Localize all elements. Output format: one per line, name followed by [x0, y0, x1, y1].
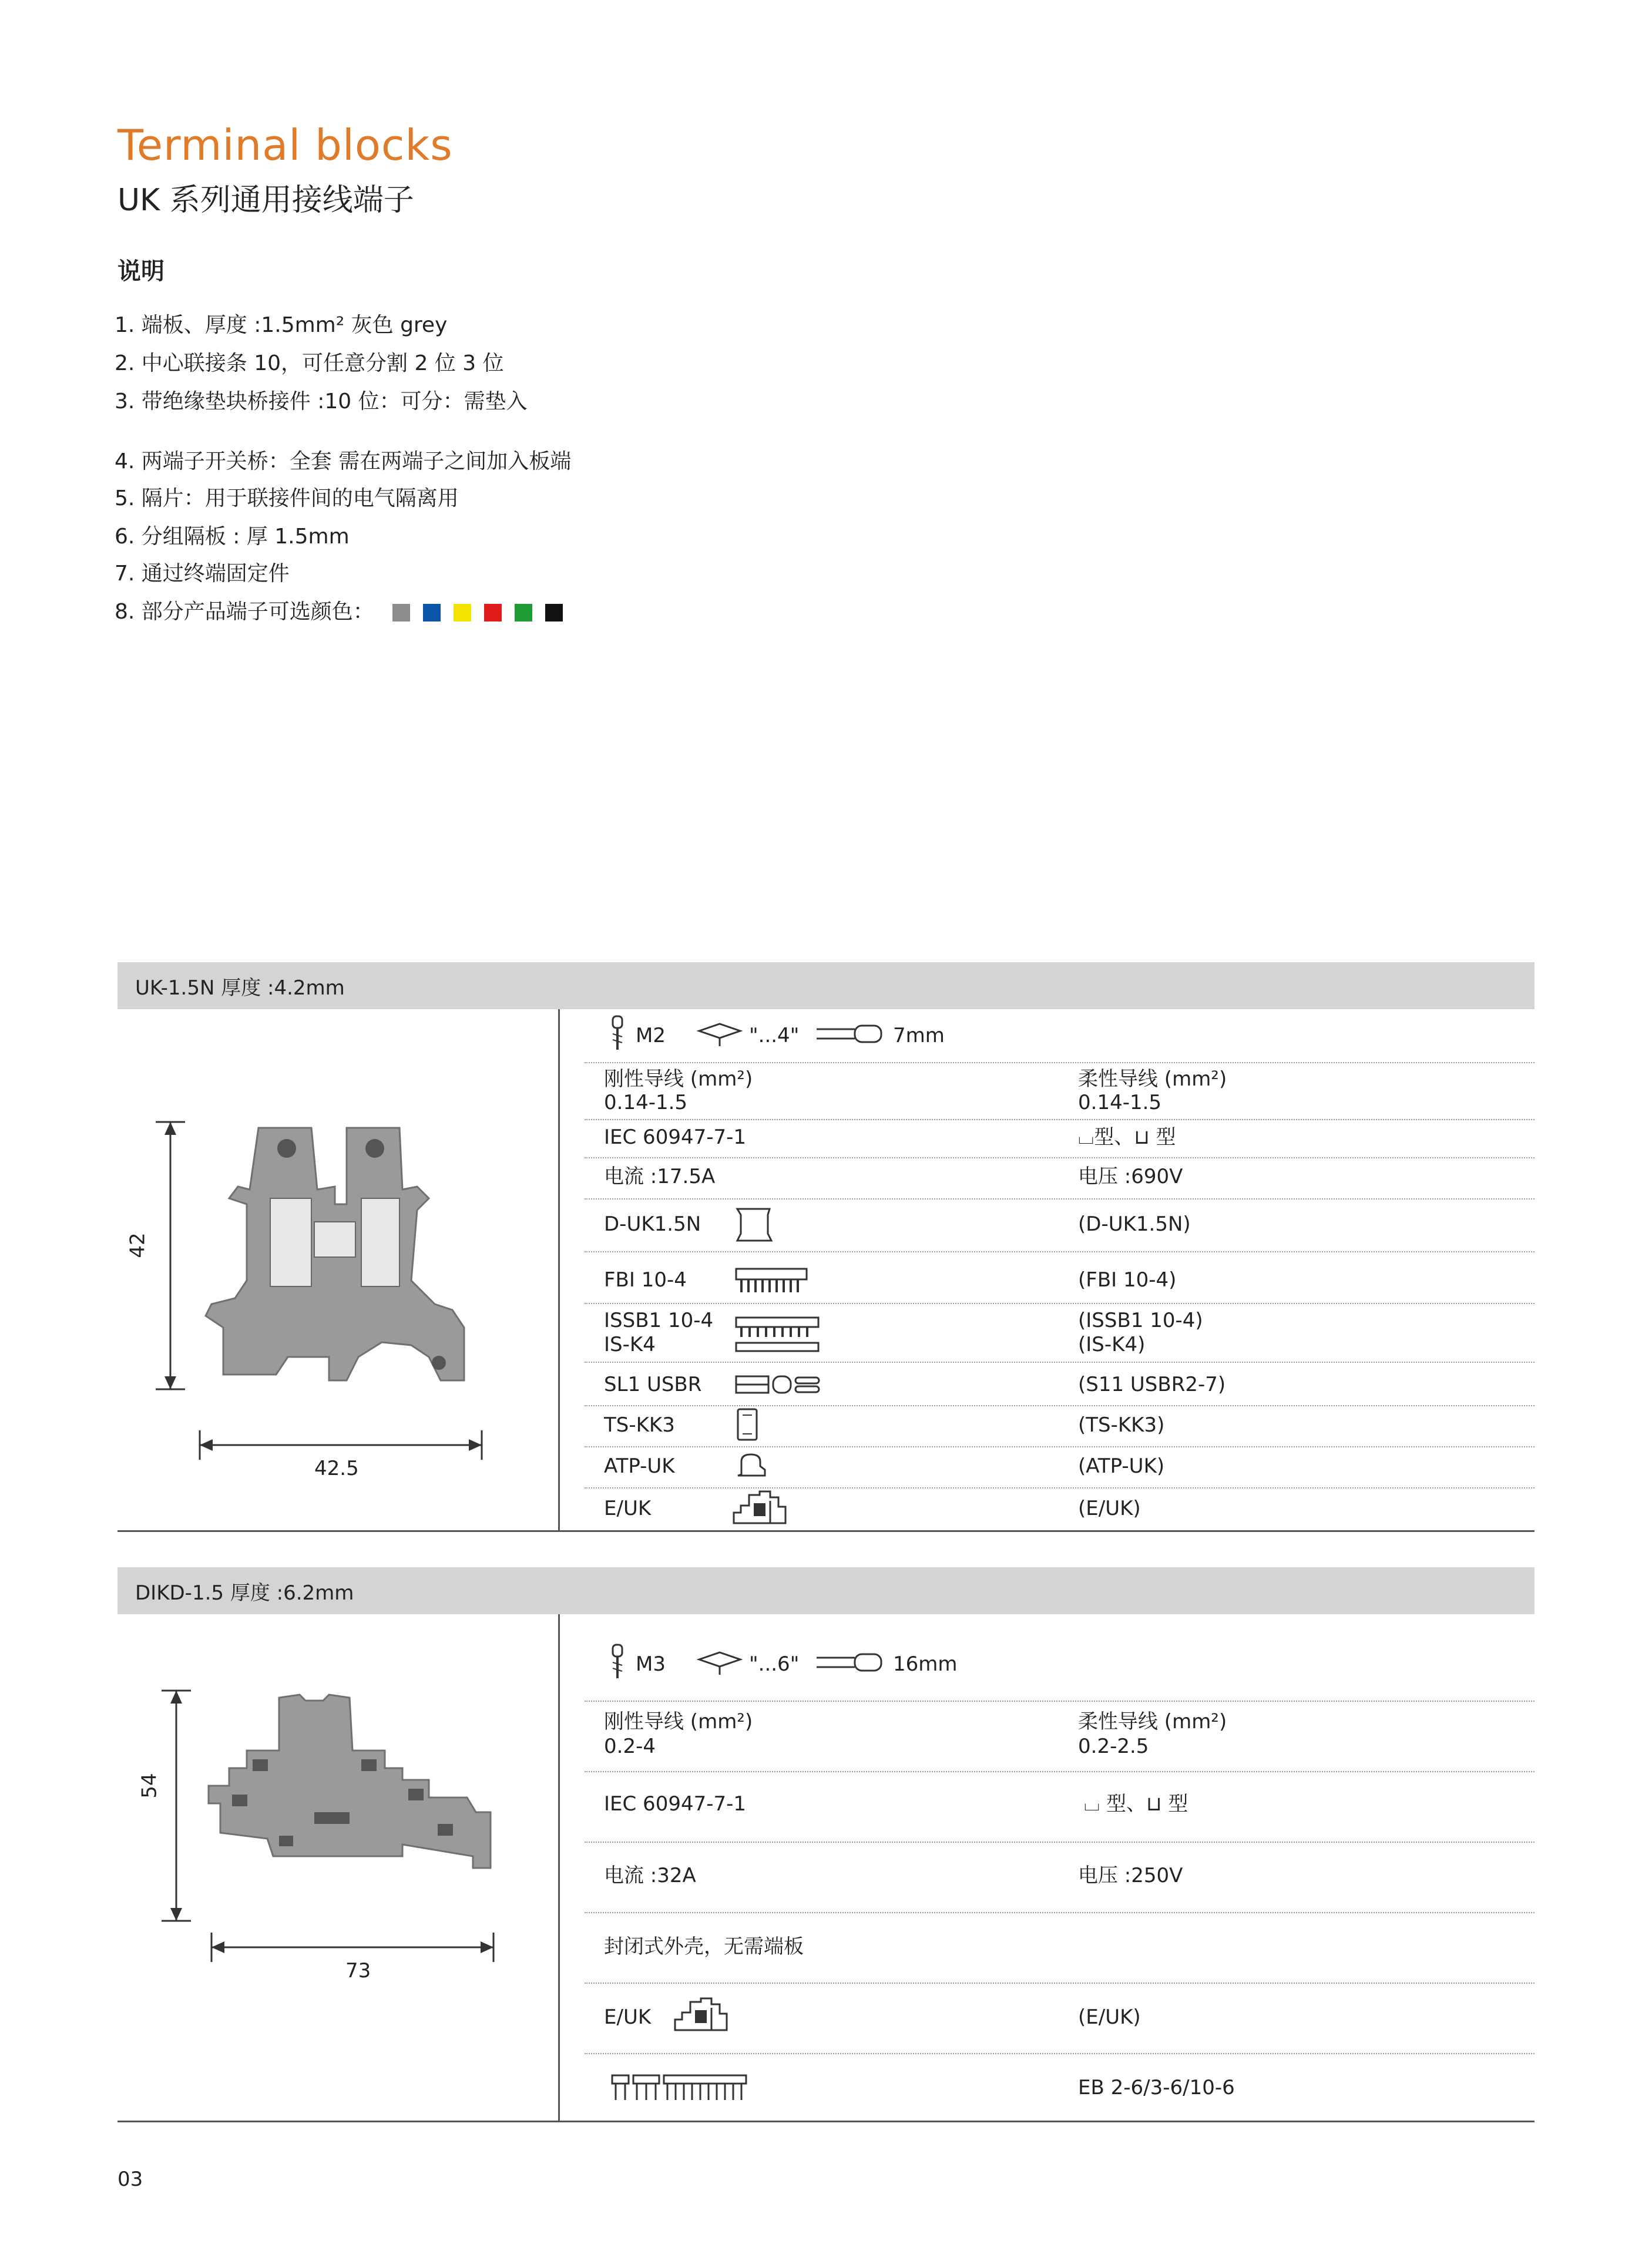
voltage-rating: 电压 :250V: [1078, 1864, 1183, 1887]
section-title: DIKD-1.5 厚度 :6.2mm: [135, 1581, 354, 1605]
accessory-left: ISSB1 10-4: [604, 1309, 714, 1332]
width-dimension-label: 73: [345, 1959, 371, 1983]
description-item: 6. 分组隔板 : 厚 1.5mm: [115, 525, 350, 549]
flex-wire-value: 0.14-1.5: [1078, 1091, 1162, 1114]
description-item: 7. 通过终端固定件: [115, 562, 290, 586]
accessory-right: (S11 USBR2-7): [1078, 1373, 1226, 1396]
standard: IEC 60947-7-1: [604, 1125, 747, 1149]
row-divider: [585, 1405, 1535, 1406]
rigid-wire-label: 刚性导线 (mm²): [604, 1067, 753, 1091]
end-clamp-icon: [731, 1489, 790, 1527]
torque-value: "...4": [749, 1024, 800, 1047]
width-dimension-label: 42.5: [314, 1457, 359, 1480]
height-dimension-label: 42: [126, 1232, 150, 1258]
table-divider: [558, 1614, 560, 2122]
insulated-bridge-icon: [734, 1315, 822, 1356]
row-divider: [585, 1983, 1535, 1984]
rigid-wire-value: 0.2-4: [604, 1735, 656, 1758]
height-dimension-label: 54: [137, 1773, 162, 1799]
bridge-comb-icon: [734, 1266, 811, 1295]
row-divider: [585, 1701, 1535, 1702]
separator-plate-icon: [736, 1407, 759, 1442]
rail-type: ⌴ 型、⊔ 型: [1084, 1792, 1188, 1816]
description-item: 4. 两端子开关桥：全套 需在两端子之间加入板端: [115, 449, 572, 473]
flex-wire-label: 柔性导线 (mm²): [1078, 1067, 1227, 1091]
screw-icon: [608, 1642, 626, 1683]
description-item: 5. 隔片：用于联接件间的电气隔离用: [115, 486, 459, 510]
page-title: Terminal blocks: [117, 120, 453, 170]
screw-size: M2: [636, 1024, 666, 1047]
accessory-right: (D-UK1.5N): [1078, 1212, 1191, 1236]
accessory-right: (FBI 10-4): [1078, 1268, 1177, 1292]
table-bottom-border: [117, 1530, 1535, 1532]
end-clamp-value: (E/UK): [1078, 2005, 1141, 2029]
description-item: 3. 带绝缘垫块桥接件 :10 位：可分：需垫入: [115, 389, 528, 414]
row-divider: [585, 1487, 1535, 1489]
switch-bridge-icon: [734, 1372, 822, 1398]
row-divider: [585, 1771, 1535, 1772]
rail-type: ⌴型、⊔ 型: [1078, 1125, 1176, 1149]
color-swatches: [392, 604, 563, 621]
end-plate-icon: [731, 1204, 778, 1245]
accessory-left-sub: IS-K4: [604, 1333, 656, 1356]
row-divider: [585, 1119, 1535, 1120]
row-divider: [585, 2053, 1535, 2054]
table-divider: [558, 1009, 560, 1532]
current-rating: 电流 :32A: [604, 1864, 696, 1887]
uk15n-product-image: [135, 1104, 535, 1480]
screw-icon: [608, 1013, 626, 1054]
rigid-wire-label: 刚性导线 (mm²): [604, 1710, 753, 1733]
bridges-icon: [611, 2071, 752, 2109]
accessory-right: (E/UK): [1078, 1497, 1141, 1520]
color-swatch-yellow: [454, 604, 471, 621]
strip-length: 16mm: [893, 1652, 958, 1676]
row-divider: [585, 1062, 1535, 1063]
current-rating: 电流 :17.5A: [604, 1165, 716, 1188]
screwdriver-icon: [696, 1019, 743, 1049]
accessory-left: ATP-UK: [604, 1454, 675, 1478]
end-clamp-icon: [673, 1996, 731, 2034]
row-divider: [585, 1157, 1535, 1158]
height-dimension-line: [150, 1686, 203, 1927]
section-title: UK-1.5N 厚度 :4.2mm: [135, 976, 345, 1000]
accessory-left: E/UK: [604, 1497, 652, 1520]
accessory-right: (TS-KK3): [1078, 1413, 1165, 1437]
strip-length: 7mm: [893, 1024, 945, 1047]
colors-label: 8. 部分产品端子可选颜色：: [115, 600, 374, 624]
flex-wire-label: 柔性导线 (mm²): [1078, 1710, 1227, 1733]
voltage-rating: 电压 :690V: [1078, 1165, 1183, 1188]
color-swatch-grey: [392, 604, 410, 621]
end-clamp-label: E/UK: [604, 2005, 652, 2029]
row-divider: [585, 1446, 1535, 1447]
description-item: 1. 端板、厚度 :1.5mm² 灰色 grey: [115, 313, 448, 337]
description-heading: 说明: [117, 258, 164, 285]
color-swatch-black: [545, 604, 563, 621]
accessory-left: TS-KK3: [604, 1413, 675, 1437]
torque-value: "...6": [749, 1652, 800, 1676]
partition-plate-icon: [734, 1451, 770, 1480]
page-number: 03: [117, 2168, 143, 2191]
accessory-right-sub: (IS-K4): [1078, 1333, 1146, 1356]
wire-strip-icon: [814, 1651, 884, 1674]
description-item: 2. 中心联接条 10，可任意分割 2 位 3 位: [115, 351, 504, 375]
description-item-colors: [115, 595, 563, 625]
page-subtitle: UK 系列通用接线端子: [117, 183, 414, 218]
row-divider: [585, 1198, 1535, 1200]
accessory-right: (ATP-UK): [1078, 1454, 1165, 1478]
section-header-uk15n: [117, 962, 1535, 1009]
accessory-left: FBI 10-4: [604, 1268, 687, 1292]
accessory-left: D-UK1.5N: [604, 1212, 701, 1236]
housing-note: 封闭式外壳，无需端板: [604, 1935, 804, 1958]
rigid-wire-value: 0.14-1.5: [604, 1091, 688, 1114]
table-bottom-border: [117, 2121, 1535, 2122]
color-swatch-red: [484, 604, 502, 621]
dikd15-product-image: [197, 1686, 508, 1880]
color-swatch-green: [515, 604, 532, 621]
screwdriver-icon: [696, 1648, 743, 1677]
section-header-dikd15: [117, 1567, 1535, 1614]
row-divider: [585, 1251, 1535, 1252]
wire-strip-icon: [814, 1022, 884, 1046]
row-divider: [585, 1842, 1535, 1843]
standard: IEC 60947-7-1: [604, 1792, 747, 1816]
accessory-left: SL1 USBR: [604, 1373, 702, 1396]
bridge-models: EB 2-6/3-6/10-6: [1078, 2076, 1235, 2099]
flex-wire-value: 0.2-2.5: [1078, 1735, 1149, 1758]
color-swatch-blue: [423, 604, 441, 621]
row-divider: [585, 1362, 1535, 1363]
row-divider: [585, 1303, 1535, 1304]
accessory-right: (ISSB1 10-4): [1078, 1309, 1203, 1332]
row-divider: [585, 1912, 1535, 1913]
screw-size: M3: [636, 1652, 666, 1676]
